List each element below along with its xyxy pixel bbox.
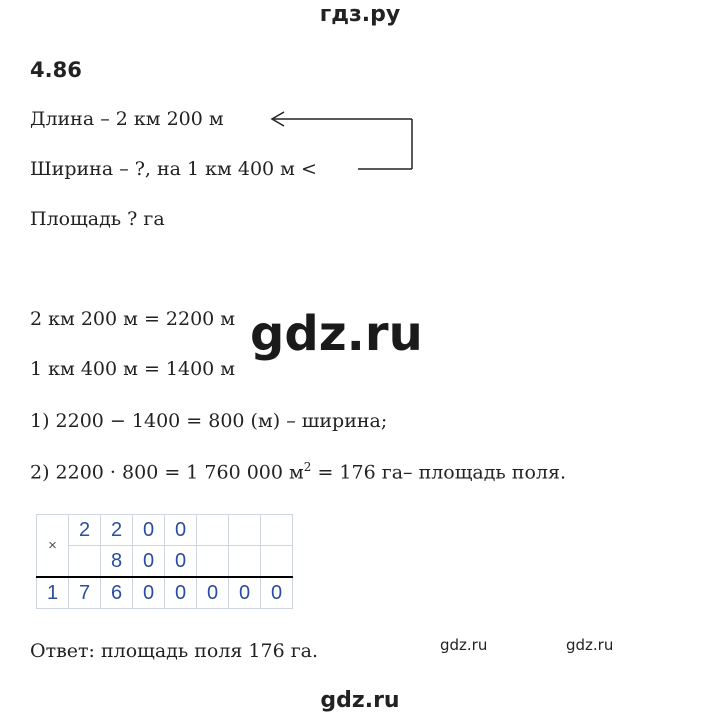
- grid-cell: 2: [101, 515, 133, 546]
- grid-cell: [197, 546, 229, 578]
- watermark-large: gdz.ru: [250, 306, 423, 362]
- grid-row-result: [37, 577, 293, 609]
- grid-row-multiplicand: [37, 515, 293, 546]
- grid-cell: 0: [197, 577, 229, 609]
- grid-cell: 0: [133, 515, 165, 546]
- answer: Ответ: площадь поля 176 га.: [30, 640, 319, 662]
- grid-cell: 0: [229, 577, 261, 609]
- watermark-bottom: gdz.ru: [320, 688, 400, 713]
- conversion-line-2: 1 км 400 м = 1400 м: [30, 358, 236, 380]
- grid-cell: [261, 546, 293, 578]
- grid-cell: [261, 515, 293, 546]
- given-length: Длина – 2 км 200 м: [30, 108, 224, 130]
- grid-cell: 2: [69, 515, 101, 546]
- multiplication-grid: [36, 514, 293, 609]
- grid-cell: 0: [133, 546, 165, 578]
- step-1: 1) 2200 − 1400 = 800 (м) – ширина;: [30, 410, 388, 432]
- multiply-sign: ×: [37, 515, 69, 578]
- grid-cell: 7: [69, 577, 101, 609]
- comparison-arrow: [262, 106, 422, 176]
- grid-cell: 0: [261, 577, 293, 609]
- grid-cell: [229, 546, 261, 578]
- step-2: 2) 2200 · 800 = 1 760 000 $м^2 = 176$ га– площадь поля.: [30, 460, 567, 484]
- given-width: Ширина – ?, на 1 км 400 м <: [30, 158, 317, 180]
- watermark-small-right: gdz.ru: [566, 636, 614, 654]
- grid-cell: 8: [101, 546, 133, 578]
- grid-cell: [197, 515, 229, 546]
- grid-cell: 0: [133, 577, 165, 609]
- task-number: 4.86: [30, 58, 82, 82]
- given-area: Площадь ? га: [30, 208, 165, 230]
- grid-cell: 0: [165, 577, 197, 609]
- grid-cell: 0: [165, 546, 197, 578]
- conversion-line-1: 2 км 200 м = 2200 м: [30, 308, 236, 330]
- watermark-small-left: gdz.ru: [440, 636, 488, 654]
- grid-cell: 6: [101, 577, 133, 609]
- grid-cell: [229, 515, 261, 546]
- site-title: гдз.ру: [319, 2, 401, 27]
- grid-cell: 1: [37, 577, 69, 609]
- grid-cell: 0: [165, 515, 197, 546]
- grid-cell: [69, 546, 101, 578]
- grid-row-multiplier: [37, 546, 293, 578]
